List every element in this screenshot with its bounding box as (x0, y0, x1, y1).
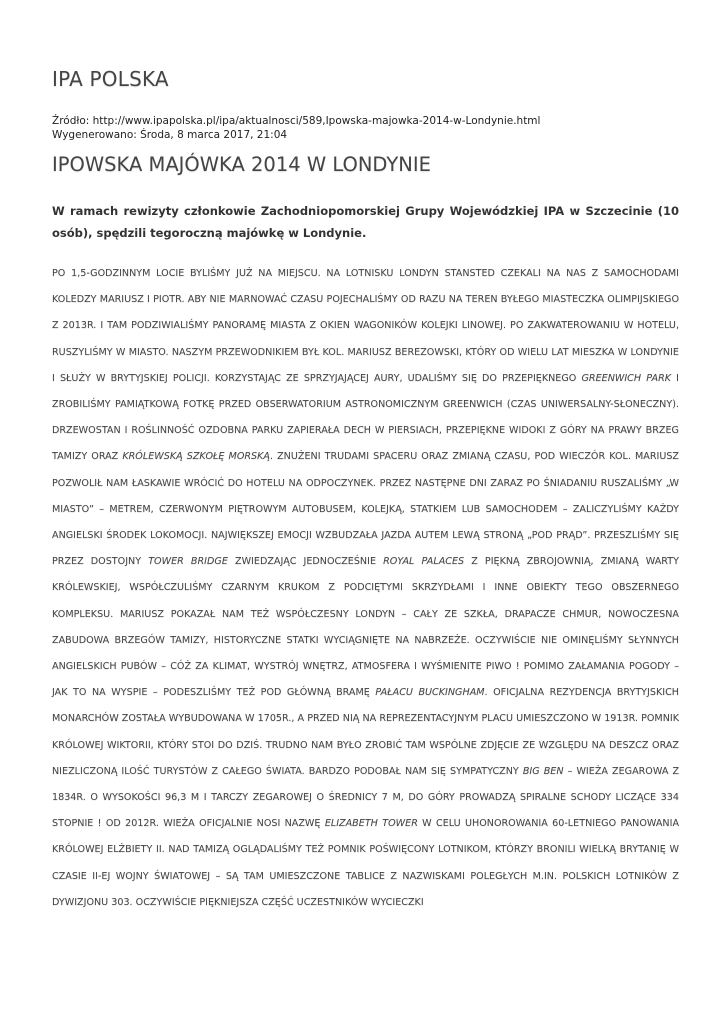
site-title: IPA POLSKA (52, 67, 169, 91)
body-emphasis-elizabeth-tower: ELIZABETH TOWER (324, 818, 418, 830)
body-emphasis-royal-naval-college: KRÓLEWSKĄ SZKOŁĘ MORSKĄ (122, 451, 270, 463)
body-text-segment: I ZROBILIŚMY PAMIĄTKOWĄ FOTKĘ PRZED OBSERWATORIUM ASTRONOMICZNYM GREENWICH (CZAS UNIWERSALNY-SŁONECZNY). DRZEWOSTAN I ROŚLINNOŚĆ OZDOBNA PARKU ZAPIERAŁA DECH W PIERSIACH, PRZEPIĘKNE WIDOKI Z GÓRY NA PRAWY BRZEG TAMIZY ORAZ (52, 372, 679, 463)
body-emphasis-greenwich-park: GREENWICH PARK (581, 372, 672, 384)
body-text-segment: Z PIĘKNĄ ZBROJOWNIĄ, ZMIANĄ WARTY KRÓLEWSKIEJ, WSPÓŁCZULIŚMY CZARNYM KRUKOM Z PODCIĘTYMI SKRZYDŁAMI I INNE OBIEKTY TEGO OBSZERNEGO KOMPLEKSU. MARIUSZ POKAZAŁ NAM TEŻ WSPÓŁCZESNY LONDYN – CAŁY ZE SZKŁA, DRAPACZE CHMUR, NOWOCZESNA ZABUDOWA BRZEGÓW TAMIZY, HISTORYCZNE STATKI WYCIĄGNIĘTE NA NABRZEŻE. OCZYWIŚCIE NIE OMINĘLIŚMY SŁYNNYCH ANGIELSKICH PUBÓW – CÓŻ ZA KLIMAT, WYSTRÓJ WNĘTRZ, ATMOSFERA I WYŚMIENITE PIWO ! POMIMO ZAŁAMANIA POGODY – JAK TO NA WYSPIE – PODESZLIŚMY TEŻ POD GŁÓWNĄ BRAMĘ (52, 556, 679, 699)
body-text-segment: ZWIEDZAJĄC JEDNOCZEŚNIE (227, 556, 384, 568)
body-text-segment: W CELU UHONOROWANIA 60-LETNIEGO PANOWANIA KRÓLOWEJ ELŻBIETY II. NAD TAMIZĄ OGLĄDALIŚMY TEŻ POMNIK POŚWIĘCONY LOTNIKOM, KTÓRZY BRONILI WIELKĄ BRYTANIĘ W CZASIE II-EJ WOJNY ŚWIATOWEJ – SĄ TAM UMIESZCZONE TABLICE Z NAZWISKAMI POLEGŁYCH M.IN. POLSKICH LOTNIKÓW Z DYWIZJONU 303. OCZYWIŚCIE PIĘKNIEJSZA CZĘŚĆ UCZESTNIKÓW WYCIECZKI (52, 818, 680, 908)
body-emphasis-buckingham-palace: PAŁACU BUCKINGHAM (375, 687, 485, 699)
body-text-segment: . OFICJALNA REZYDENCJA BRYTYJSKICH MONARCHÓW ZOSTAŁA WYBUDOWANA W 1705R., A PRZED NIĄ NA REPREZENTACYJNYM PLACU UMIESZCZONO W 1913R. POMNIK KRÓLOWEJ WIKTORII, KTÓRY STOI DO DZIŚ. TRUDNO NAM BYŁO ZROBIĆ TAM WSPÓLNE ZDJĘCIE ZE WZGLĘDU NA DESZCZ ORAZ NIEZLICZONĄ ILOŚĆ TURYSTÓW Z CAŁEGO ŚWIATA. BARDZO PODOBAŁ NAM SIĘ SYMPATYCZNY (52, 687, 679, 777)
document-meta (52, 114, 679, 142)
source-line: Źródło: http://www.ipapolska.pl/ipa/aktualnosci/589,Ipowska-majowka-2014-w-Londynie.html (52, 115, 541, 127)
body-text-segment: – WIEŻA ZEGAROWA Z 1834R. O WYSOKOŚCI 96,3 M I TARCZY ZEGAROWEJ O ŚREDNICY 7 M, DO GÓRY PROWADZĄ SPIRALNE SCHODY LICZĄCE 334 STOPNIE ! OD 2012R. WIEŻA OFICJALNIE NOSI NAZWĘ (52, 765, 680, 830)
generated-line: Wygenerowano: Środa, 8 marca 2017, 21:04 (52, 129, 288, 141)
article-lead: W ramach rewizyty członkowie Zachodniopomorskiej Grupy Wojewódzkiej IPA w Szczecinie (10 osób), spędzili tegoroczną majówkę w Londynie. (52, 204, 679, 240)
body-emphasis-big-ben: BIG BEN (522, 765, 564, 777)
body-text-segment: PO 1,5-GODZINNYM LOCIE BYLIŚMY JUŻ NA MIEJSCU. NA LOTNISKU LONDYN STANSTED CZEKALI NA NAS Z SAMOCHODAMI KOLEDZY MARIUSZ I PIOTR. ABY NIE MARNOWAĆ CZASU POJECHALIŚMY OD RAZU NA TEREN BYŁEGO MIASTECZKA OLIMPIJSKIEGO Z 2013R. I TAM PODZIWIALIŚMY PANORAMĘ MIASTA Z OKIEN WAGONIKÓW KOLEJKI LINOWEJ. PO ZAKWATEROWANIU W HOTELU, RUSZYLIŚMY W MIASTO. NASZYM PRZEWODNIKIEM BYŁ KOL. MARIUSZ BEREZOWSKI, KTÓRY OD WIELU LAT MIESZKA W LONDYNIE I SŁUŻY W BRYTYJSKIEJ POLICJI. KORZYSTAJĄC ZE SPRZYJAJĄCEJ AURY, UDALIŚMY SIĘ DO PRZEPIĘKNEGO (52, 268, 679, 384)
article-body (52, 261, 679, 916)
body-emphasis-tower-bridge: TOWER BRIDGE (148, 556, 228, 568)
body-emphasis-royal-palaces: ROYAL PALACES (383, 556, 465, 568)
article-title: IPOWSKA MAJÓWKA 2014 W LONDYNIE (52, 153, 431, 176)
body-text-segment: . ZNUŻENI TRUDAMI SPACERU ORAZ ZMIANĄ CZASU, POD WIECZÓR KOL. MARIUSZ POZWOLIŁ NAM ŁASKAWIE WRÓCIĆ DO HOTELU NA ODPOCZYNEK. PRZEZ NASTĘPNE DNI ZARAZ PO ŚNIADANIU RUSZALIŚMY „W MIASTO” – METREM, CZERWONYM PIĘTROWYM AUTOBUSEM, KOLEJKĄ, STATKIEM LUB SAMOCHODEM – ZALICZYLIŚMY KAŻDY ANGIELSKI ŚRODEK LOKOMOCJI. NAJWIĘKSZEJ EMOCJI WZBUDZAŁA JAZDA AUTEM LEWĄ STRONĄ „POD PRĄD”. PRZESZLIŚMY SIĘ PRZEZ DOSTOJNY (52, 451, 679, 568)
